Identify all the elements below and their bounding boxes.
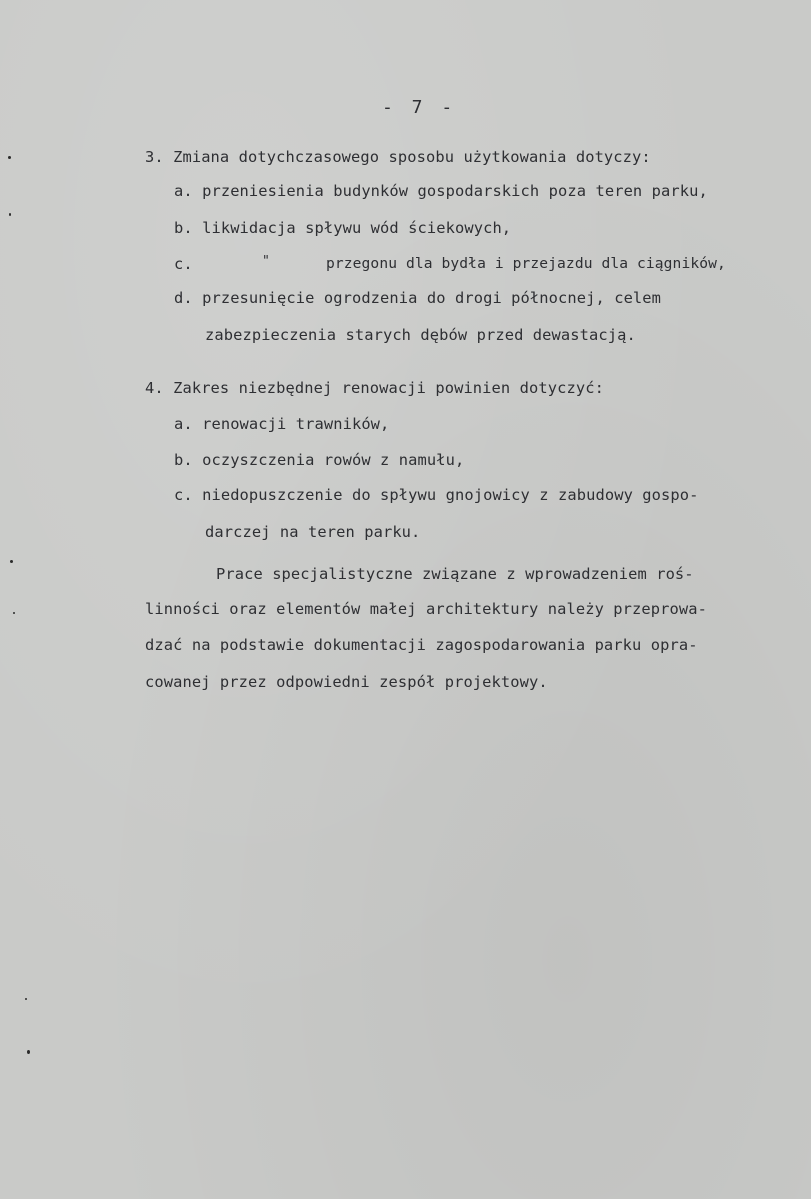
section-3-item-d-line1: d. przesunięcie ogrodzenia do drogi północnej, celem (174, 289, 662, 307)
paragraph-line-3: dzać na podstawie dokumentacji zagospodarowania parku opra- (145, 636, 698, 654)
section-3-item-a: a. przeniesienia budynków gospodarskich poza teren parku, (174, 182, 708, 200)
section-3-heading: 3. Zmiana dotychczasowego sposobu użytkowania dotyczy: (145, 148, 651, 166)
section-3-item-c-prefix: c. (174, 255, 193, 273)
ditto-mark: " (262, 254, 270, 269)
section-4-item-b: b. oczyszczenia rowów z namułu, (174, 451, 465, 469)
paragraph-line-2: linności oraz elementów małej architektury należy przeprowa- (145, 600, 707, 618)
section-4-item-c-line1: c. niedopuszczenie do spływu gnojowicy z zabudowy gospo- (174, 486, 699, 504)
section-4-heading: 4. Zakres niezbędnej renowacji powinien dotyczyć: (145, 379, 604, 397)
page-number: - 7 - (382, 97, 457, 118)
section-3-item-b: b. likwidacja spływu wód ściekowych, (174, 219, 512, 237)
scan-speck (25, 998, 27, 1000)
paragraph-line-4: cowanej przez odpowiedni zespół projektowy. (145, 673, 548, 691)
section-3-item-c-text: przegonu dla bydła i przejazdu dla ciągników, (326, 255, 726, 272)
scan-speck (27, 1050, 30, 1054)
section-4-item-c-line2: darczej na teren parku. (205, 523, 421, 541)
scan-speck (13, 612, 15, 614)
scan-speck (9, 213, 11, 216)
paragraph-line-1: Prace specjalistyczne związane z wprowadzeniem roś- (216, 565, 694, 583)
section-4-item-a: a. renowacji trawników, (174, 415, 390, 433)
section-3-item-d-line2: zabezpieczenia starych dębów przed dewastacją. (205, 326, 636, 344)
scan-speck (8, 156, 11, 159)
scan-speck (10, 560, 13, 563)
